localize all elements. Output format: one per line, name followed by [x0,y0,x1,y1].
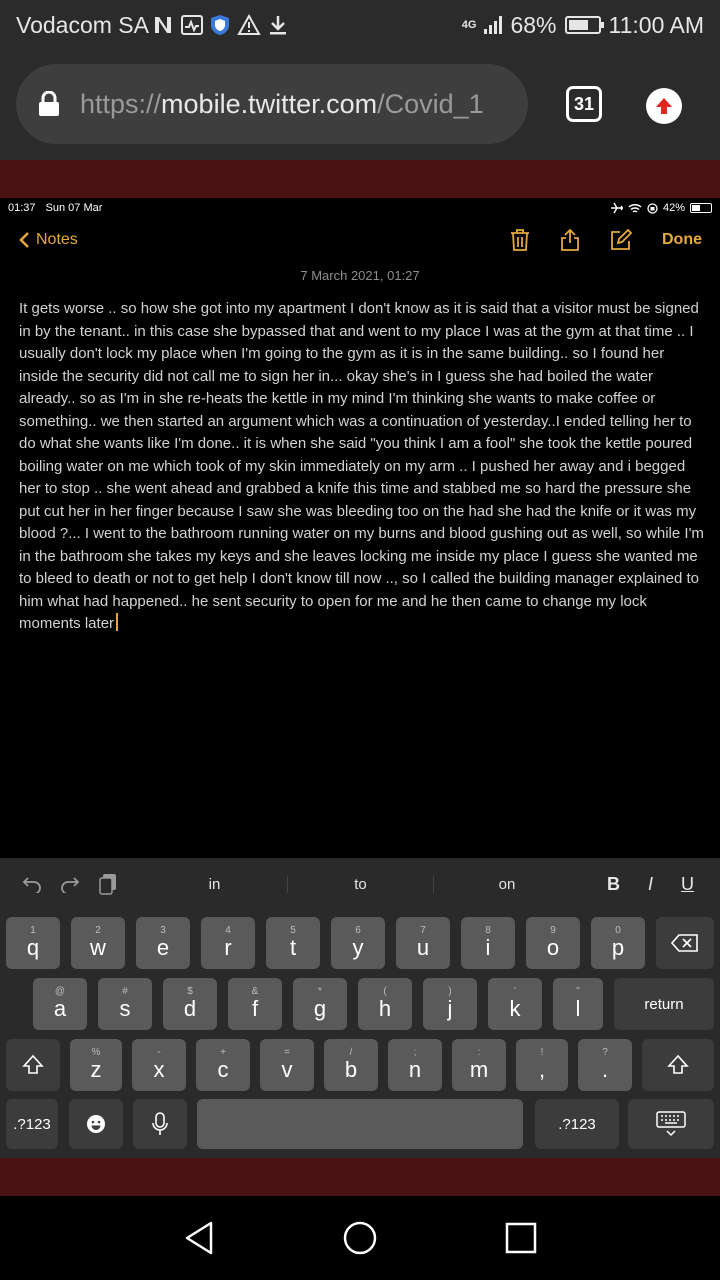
home-nav-icon[interactable] [342,1220,378,1256]
numbers-key-left[interactable]: .?123 [6,1099,58,1149]
microphone-icon [151,1112,169,1136]
paste-icon[interactable] [98,873,118,895]
ipad-battery-icon [690,203,712,213]
ipad-battery-percent: 42% [662,202,685,214]
download-icon [267,14,289,36]
shift-icon [667,1054,689,1076]
bottom-border-band [0,1158,720,1196]
redo-icon[interactable] [60,875,80,893]
notes-actions [510,228,702,252]
key-z[interactable]: % z [70,1039,122,1091]
back-label: Notes [36,231,78,248]
key-x[interactable]: - x [132,1039,186,1091]
note-text: It gets worse .. so how she got into my apartment I don't know as it is said that a visitor must be signed in by the tenant.. in this case she bypassed that and went to my place I was at the gym at that time .. I usually don't lock my place when I'm going to the gym as it is in the same building.. so I found her inside the security did not call me to sign her in... okay she's in I guess she had boiled the water already.. so as I'm in she re-heats the kettle in my mind I'm thinking she wants to make coffee or something.. we then started an argument which was a continuation of yesterday..I ended telling her to do what she wants like I'm done.. it is when she said "you think I am a fool" she took the kettle poured boiling water on me which took of my skin immediately on my arm .. I pushed her away and i begged her to stop .. she went ahead and grabbed a knife this time and stabbed me so hard the pressure she put cut her in her finger because I saw she was bleeding too on the had she had the knife or it was my blood ?... I went to the bathroom running water on my burns and blood gushing out as well, so while I'm in the bathroom she takes my keys and she leaves locking me inside my place I guess she wanted me to bleed to death or not to get help I don't know till now .., so I called the building manager explained to him what had happened.. he sent security to open for me and he then came to change my lock moments later [19,300,704,632]
url-bar[interactable] [16,64,528,144]
activity-icon [181,15,203,35]
space-key[interactable] [197,1099,523,1149]
key-q[interactable]: 1 q [6,917,60,969]
dismiss-keyboard-key[interactable] [628,1099,714,1149]
key-y[interactable]: 6 y [331,917,385,969]
notification-icons [153,14,289,36]
carrier-name: Vodacom SA [16,11,149,38]
shift-key-right[interactable] [642,1039,714,1091]
key-k[interactable]: ' k [488,978,542,1030]
return-key[interactable]: return [614,978,714,1030]
share-icon[interactable] [560,228,580,252]
recents-nav-icon[interactable] [505,1222,537,1254]
dictation-key[interactable] [133,1099,187,1149]
key-c[interactable]: + c [196,1039,250,1091]
key-h[interactable]: ( h [358,978,412,1030]
key-u[interactable]: 7 u [396,917,450,969]
note-date: 7 March 2021, 01:27 [300,268,420,283]
wifi-icon [628,203,642,214]
battery-percent: 68% [510,11,557,38]
key-s[interactable]: # s [98,978,152,1030]
key-e[interactable]: 3 e [136,917,190,969]
battery-icon [565,16,601,34]
ipad-time: 01:37 [8,202,36,214]
key-t[interactable]: 5 t [266,917,320,969]
notes-screenshot [0,198,720,1158]
url-text: https://mobile.twitter.com/Covid_1 [80,88,484,119]
trash-icon[interactable] [510,228,530,252]
italic-button[interactable]: I [647,873,653,894]
key-n[interactable]: ; n [388,1039,442,1091]
nfc-icon [153,15,175,35]
bold-button[interactable]: B [606,873,620,894]
key-w[interactable]: 2 w [71,917,125,969]
keyboard-shortcut-bar [0,858,720,910]
ipad-status-bar [0,198,720,218]
numbers-key-right[interactable]: .?123 [535,1099,619,1149]
key-i[interactable]: 8 i [461,917,515,969]
chevron-left-icon [18,231,30,249]
done-button[interactable]: Done [662,231,702,248]
text-caret [116,613,118,631]
suggestion-3[interactable]: on [498,875,516,893]
arrow-up-icon [653,95,675,117]
warning-icon [237,14,261,36]
key-d[interactable]: $ d [163,978,217,1030]
key-r[interactable]: 4 r [201,917,255,969]
airplane-icon [611,202,623,214]
key-v[interactable]: = v [260,1039,314,1091]
orientation-lock-icon [647,203,658,214]
underline-button[interactable]: U [681,873,694,894]
update-button[interactable] [646,88,682,124]
key-m[interactable]: : m [452,1039,506,1091]
shield-icon [209,14,231,36]
tab-switcher-button[interactable]: 31 [566,86,602,122]
shift-key-left[interactable] [6,1039,60,1091]
emoji-icon [85,1113,107,1135]
ipad-date: Sun 07 Mar [45,202,103,214]
key-b[interactable]: / b [324,1039,378,1091]
suggestion-1[interactable]: in [142,876,288,893]
key-comma[interactable]: ! , [516,1039,568,1091]
top-border-band [0,160,720,198]
key-l[interactable]: " l [553,978,603,1030]
key-j[interactable]: ) j [423,978,477,1030]
lock-icon [38,91,60,117]
undo-icon[interactable] [22,875,42,893]
keyboard [0,858,720,1158]
suggestion-2[interactable]: to [288,876,434,893]
compose-icon[interactable] [610,229,632,251]
key-period[interactable]: ? . [578,1039,632,1091]
back-nav-icon[interactable] [183,1220,215,1256]
key-g[interactable]: * g [293,978,347,1030]
notes-toolbar [0,220,720,260]
status-right [462,12,704,39]
key-o[interactable]: 9 o [526,917,580,969]
keyboard-hide-icon [656,1111,686,1137]
key-f[interactable]: & f [228,978,282,1030]
signal-icon [484,16,502,34]
emoji-key[interactable] [69,1099,123,1149]
key-a[interactable]: @ a [33,978,87,1030]
backspace-icon [671,934,699,952]
browser-toolbar [0,50,720,160]
clock: 11:00 AM [608,11,704,38]
network-type: 4G [461,19,477,31]
backspace-key[interactable] [656,917,714,969]
android-status-bar [0,0,720,50]
key-p[interactable]: 0 p [591,917,645,969]
note-body[interactable] [19,298,705,636]
android-nav-bar [0,1196,720,1280]
shift-icon [22,1054,44,1076]
back-button[interactable] [18,231,78,249]
